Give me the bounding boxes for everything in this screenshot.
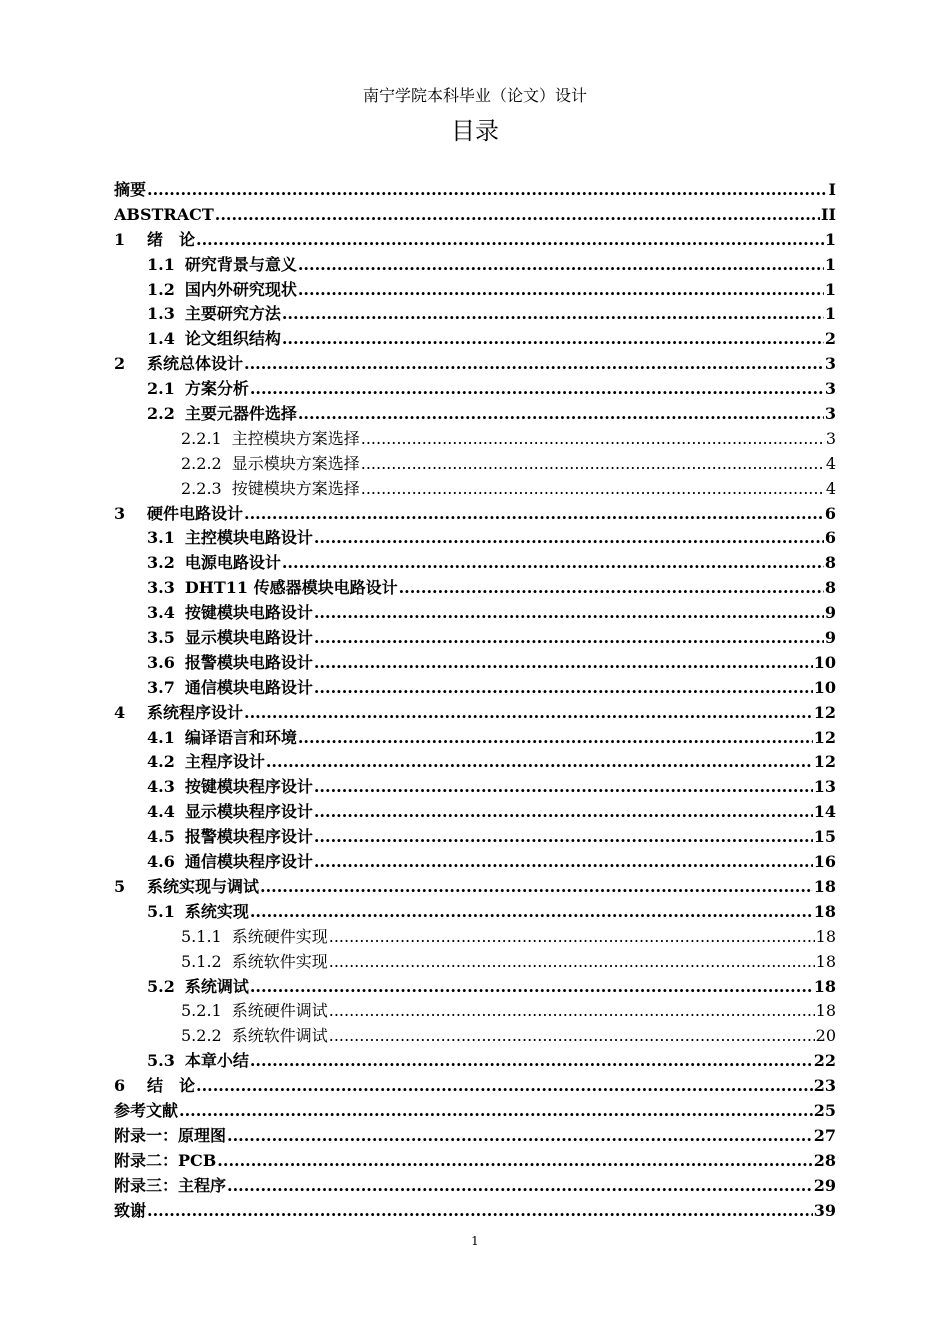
toc-entry[interactable] <box>114 477 836 502</box>
toc-dot-leader <box>244 352 824 376</box>
toc-dot-leader <box>250 377 824 401</box>
toc-entry-page: 23 <box>813 1076 836 1096</box>
toc-entry[interactable] <box>114 775 836 800</box>
toc-entry-page: 15 <box>813 827 836 847</box>
toc-entry-label: 系统总体设计 <box>147 354 244 374</box>
toc-entry[interactable] <box>114 875 836 900</box>
toc-entry-label: 系统实现 <box>184 901 249 921</box>
toc-entry-page: 27 <box>813 1125 836 1145</box>
toc-entry-page: 6 <box>824 528 836 548</box>
toc-entry[interactable] <box>114 626 836 651</box>
toc-entry-number: 2 <box>114 354 126 374</box>
toc-entry-number: 3.2 <box>147 553 175 573</box>
toc-entry-page: 13 <box>813 777 836 797</box>
toc-dot-leader <box>250 900 813 924</box>
toc-entry[interactable] <box>114 327 836 352</box>
toc-dot-leader <box>314 825 813 849</box>
toc-entry-number: 5.1 <box>147 901 175 921</box>
toc-dot-leader <box>147 178 828 202</box>
toc-dot-leader <box>260 875 813 899</box>
toc-entry-number: 1.1 <box>147 254 175 274</box>
toc-entry-page: 12 <box>813 727 836 747</box>
toc-entry-number: 4.2 <box>147 752 175 772</box>
toc-entry[interactable] <box>114 1174 836 1199</box>
toc-entry[interactable] <box>114 701 836 726</box>
toc-dot-leader <box>196 1074 813 1098</box>
toc-entry-label: 按键模块电路设计 <box>184 603 313 623</box>
toc-entry-number: 3.7 <box>147 677 175 697</box>
toc-entry[interactable] <box>114 800 836 825</box>
toc-entry[interactable] <box>114 551 836 576</box>
toc-dot-leader <box>329 950 815 974</box>
toc-entry-page: 12 <box>813 752 836 772</box>
toc-dot-leader <box>314 850 813 874</box>
toc-entry-number: 4 <box>114 702 126 722</box>
toc-entry-label: 显示模块方案选择 <box>231 453 360 473</box>
toc-entry[interactable] <box>114 352 836 377</box>
toc-entry-page: 20 <box>815 1026 836 1046</box>
toc-dot-leader <box>314 601 824 625</box>
toc-entry-page: 1 <box>824 229 836 249</box>
toc-entry-number: 4.6 <box>147 852 175 872</box>
toc-entry-label: 显示模块程序设计 <box>184 802 313 822</box>
toc-dot-leader <box>298 726 813 750</box>
toc-entry[interactable] <box>114 1049 836 1074</box>
toc-entry-number: 3.6 <box>147 652 175 672</box>
toc-entry[interactable] <box>114 526 836 551</box>
toc-entry-label: ABSTRACT <box>114 204 214 224</box>
toc-entry-label: 报警模块程序设计 <box>184 827 313 847</box>
toc-entry-number: 1.4 <box>147 329 175 349</box>
toc-dot-leader <box>179 1099 813 1123</box>
toc-entry-label: 研究背景与意义 <box>184 254 297 274</box>
toc-entry-number: 1.2 <box>147 279 175 299</box>
toc-entry-label: 主程序设计 <box>184 752 265 772</box>
toc-entry[interactable] <box>114 825 836 850</box>
toc-entry-page: 3 <box>824 404 836 424</box>
toc-entry[interactable] <box>114 228 836 253</box>
toc-entry[interactable] <box>114 402 836 427</box>
toc-entry-label: 本章小结 <box>184 1051 249 1071</box>
toc-dot-leader <box>361 427 825 451</box>
toc-entry-page: 9 <box>824 603 836 623</box>
toc-entry-page: 18 <box>813 976 836 996</box>
toc-entry[interactable] <box>114 601 836 626</box>
toc-dot-leader <box>282 551 824 575</box>
toc-entry-page: 18 <box>815 951 836 971</box>
toc-dot-leader <box>250 1049 813 1073</box>
toc-entry-label: 主要元器件选择 <box>184 404 297 424</box>
toc-dot-leader <box>244 502 824 526</box>
toc-entry-page: 2 <box>824 329 836 349</box>
toc-entry-label: 按键模块方案选择 <box>231 478 360 498</box>
toc-entry-page: II <box>821 204 836 224</box>
toc-entry-page: 8 <box>824 578 836 598</box>
toc-dot-leader <box>282 327 824 351</box>
toc-entry-number: 5.1.1 <box>181 926 222 946</box>
toc-entry-label: 电源电路设计 <box>184 553 281 573</box>
toc-entry-label: 致谢 <box>114 1200 147 1220</box>
toc-entry-label: 附录二：PCB <box>114 1150 217 1170</box>
toc-dot-leader <box>250 975 813 999</box>
toc-entry-label: 系统硬件实现 <box>231 926 328 946</box>
toc-entry-page: 22 <box>813 1051 836 1071</box>
toc-dot-leader <box>196 228 824 252</box>
toc-dot-leader <box>215 203 820 227</box>
toc-entry-page: 12 <box>813 702 836 722</box>
toc-entry-label: 系统调试 <box>184 976 249 996</box>
toc-entry[interactable] <box>114 651 836 676</box>
toc-dot-leader <box>298 402 824 426</box>
toc-entry[interactable] <box>114 726 836 751</box>
toc-entry-number: 3.1 <box>147 528 175 548</box>
toc-entry-label: 国内外研究现状 <box>184 279 297 299</box>
toc-entry-page: 8 <box>824 553 836 573</box>
toc-entry-page: 29 <box>813 1175 836 1195</box>
toc-entry[interactable] <box>114 576 836 601</box>
toc-dot-leader <box>227 1124 813 1148</box>
toc-entry-label: 系统程序设计 <box>147 702 244 722</box>
toc-entry-number: 3.5 <box>147 628 175 648</box>
toc-entry-number: 3.3 <box>147 578 175 598</box>
toc-entry[interactable] <box>114 676 836 701</box>
toc-entry-page: 1 <box>824 304 836 324</box>
toc-dot-leader <box>147 1199 813 1223</box>
toc-entry-label: 摘要 <box>114 180 147 199</box>
toc-entry-page: 18 <box>813 901 836 921</box>
toc-entry-number: 1.3 <box>147 304 175 324</box>
toc-entry-number: 3 <box>114 503 126 523</box>
page-number: 1 <box>471 1234 479 1248</box>
toc-entry-label: 报警模块电路设计 <box>184 652 313 672</box>
toc-entry-page: 4 <box>825 478 836 498</box>
toc-entry[interactable] <box>114 278 836 303</box>
toc-entry-page: 1 <box>824 254 836 274</box>
toc-entry-page: 10 <box>813 652 836 672</box>
toc-entry-number: 5.2 <box>147 976 175 996</box>
toc-dot-leader <box>298 278 824 302</box>
toc-entry[interactable] <box>114 253 836 278</box>
toc-entry-label: 通信模块电路设计 <box>184 677 313 697</box>
toc-entry-page: 28 <box>813 1150 836 1170</box>
toc-entry[interactable] <box>114 975 836 1000</box>
toc-entry-page: 25 <box>813 1100 836 1120</box>
toc-entry-page: 3 <box>824 379 836 399</box>
toc-dot-leader <box>244 701 813 725</box>
table-of-contents <box>114 178 836 1223</box>
toc-entry-label: 系统实现与调试 <box>147 876 260 896</box>
toc-entry-number: 4.4 <box>147 802 175 822</box>
toc-entry[interactable] <box>114 452 836 477</box>
toc-entry[interactable] <box>114 377 836 402</box>
toc-entry[interactable] <box>114 900 836 925</box>
toc-entry-label: 绪 论 <box>147 229 196 249</box>
toc-entry-number: 4.5 <box>147 827 175 847</box>
toc-entry-page: I <box>828 180 836 199</box>
toc-dot-leader <box>217 1149 812 1173</box>
page-header: 南宁学院本科毕业（论文）设计 <box>362 86 587 105</box>
toc-entry-label: 主控模块方案选择 <box>231 428 360 448</box>
toc-entry-label: 通信模块程序设计 <box>184 852 313 872</box>
toc-entry[interactable] <box>114 1074 836 1099</box>
toc-entry-number: 2.2 <box>147 404 175 424</box>
toc-dot-leader <box>361 452 825 476</box>
toc-entry-page: 3 <box>824 354 836 374</box>
toc-dot-leader <box>329 925 815 949</box>
toc-entry[interactable] <box>114 950 836 975</box>
toc-entry-label: 附录三：主程序 <box>114 1175 227 1195</box>
toc-dot-leader <box>314 526 824 550</box>
toc-entry-page: 18 <box>815 926 836 946</box>
toc-entry[interactable] <box>114 1124 836 1149</box>
toc-dot-leader <box>399 576 824 600</box>
toc-entry[interactable] <box>114 850 836 875</box>
toc-entry[interactable] <box>114 502 836 527</box>
toc-entry-label: 系统软件调试 <box>231 1026 328 1046</box>
toc-dot-leader <box>266 750 813 774</box>
toc-entry-label: 编译语言和环境 <box>184 727 297 747</box>
toc-dot-leader <box>227 1174 813 1198</box>
toc-entry-label: 显示模块电路设计 <box>184 628 313 648</box>
toc-entry[interactable] <box>114 1099 836 1124</box>
toc-entry-page: 10 <box>813 677 836 697</box>
toc-entry-page: 18 <box>815 1001 836 1021</box>
toc-entry-number: 1 <box>114 229 126 249</box>
toc-dot-leader <box>282 302 824 326</box>
toc-entry[interactable] <box>114 203 836 228</box>
toc-entry-number: 5.3 <box>147 1051 175 1071</box>
toc-entry-label: 系统软件实现 <box>231 951 328 971</box>
toc-entry[interactable] <box>114 750 836 775</box>
toc-entry-number: 4.3 <box>147 777 175 797</box>
toc-entry-label: 硬件电路设计 <box>147 503 244 523</box>
toc-entry-label: 主要研究方法 <box>184 304 281 324</box>
toc-entry-page: 14 <box>813 802 836 822</box>
toc-dot-leader <box>298 253 824 277</box>
toc-entry[interactable] <box>114 178 836 203</box>
toc-entry-label: DHT11 传感器模块电路设计 <box>184 578 398 598</box>
toc-entry-page: 4 <box>825 453 836 473</box>
toc-entry-number: 2.2.1 <box>181 428 222 448</box>
toc-entry[interactable] <box>114 1024 836 1049</box>
toc-entry-number: 5.2.1 <box>181 1001 222 1021</box>
toc-entry-number: 5 <box>114 876 126 896</box>
toc-entry-label: 系统硬件调试 <box>231 1001 328 1021</box>
toc-entry-page: 18 <box>813 876 836 896</box>
toc-entry-number: 5.1.2 <box>181 951 222 971</box>
toc-entry-label: 按键模块程序设计 <box>184 777 313 797</box>
toc-entry[interactable] <box>114 427 836 452</box>
toc-entry-page: 16 <box>813 852 836 872</box>
toc-entry-number: 5.2.2 <box>181 1026 222 1046</box>
toc-entry[interactable] <box>114 999 836 1024</box>
toc-entry-label: 附录一：原理图 <box>114 1125 227 1145</box>
toc-entry-page: 9 <box>824 628 836 648</box>
toc-entry-label: 主控模块电路设计 <box>184 528 313 548</box>
toc-entry[interactable] <box>114 1199 836 1224</box>
toc-dot-leader <box>314 775 813 799</box>
toc-entry-number: 2.2.2 <box>181 453 222 473</box>
toc-entry-page: 39 <box>813 1200 836 1220</box>
toc-entry-page: 6 <box>824 503 836 523</box>
toc-entry-number: 2.2.3 <box>181 478 222 498</box>
toc-entry-page: 3 <box>825 428 836 448</box>
toc-dot-leader <box>314 626 824 650</box>
toc-entry-number: 3.4 <box>147 603 175 623</box>
toc-dot-leader <box>314 800 813 824</box>
toc-dot-leader <box>329 999 815 1023</box>
toc-entry-label: 结 论 <box>147 1076 196 1096</box>
toc-entry-number: 4.1 <box>147 727 175 747</box>
toc-dot-leader <box>314 651 813 675</box>
page-title: 目录 <box>451 117 499 145</box>
toc-entry-label: 方案分析 <box>184 379 249 399</box>
toc-dot-leader <box>329 1024 815 1048</box>
toc-entry-label: 参考文献 <box>114 1100 179 1120</box>
toc-entry-number: 6 <box>114 1076 126 1096</box>
toc-dot-leader <box>314 676 813 700</box>
toc-entry-number: 2.1 <box>147 379 175 399</box>
toc-entry-label: 论文组织结构 <box>184 329 281 349</box>
toc-entry[interactable] <box>114 925 836 950</box>
toc-entry[interactable] <box>114 302 836 327</box>
toc-dot-leader <box>361 477 825 501</box>
toc-entry[interactable] <box>114 1149 836 1174</box>
toc-entry-page: 1 <box>824 279 836 299</box>
